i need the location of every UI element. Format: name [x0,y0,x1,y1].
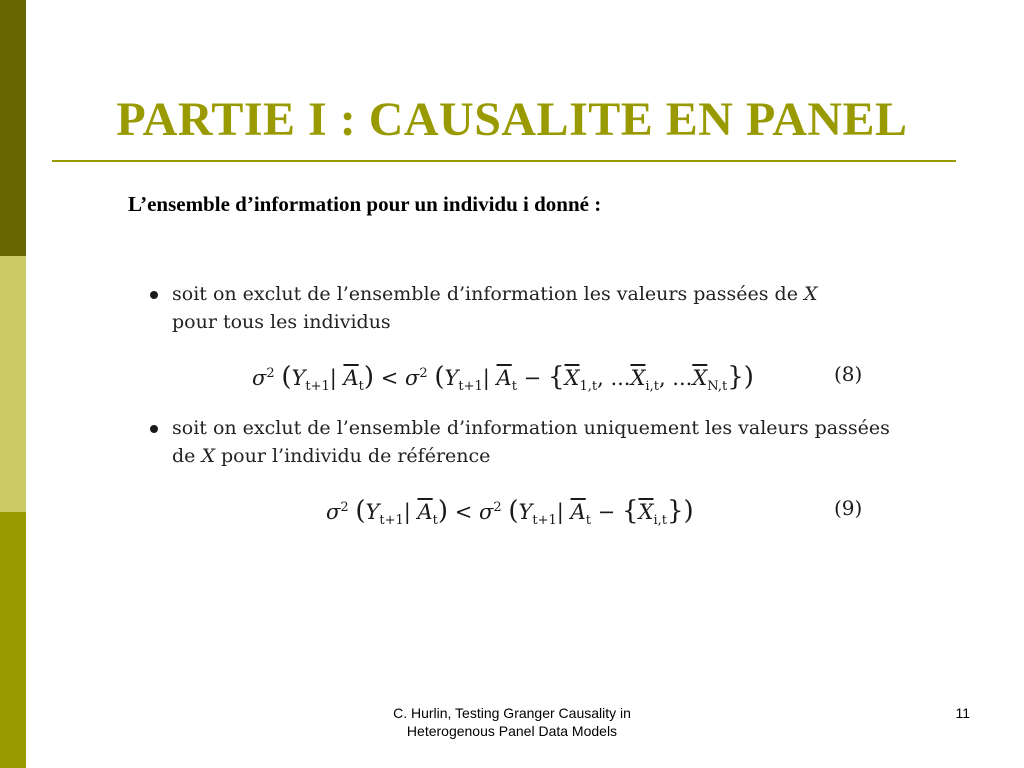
footer-citation [352,704,672,740]
equation-number-9: (9) [834,496,863,520]
decorative-side-bar [0,0,26,768]
variable-x: X [201,445,215,467]
bullet-line: soit on exclut de l’ensemble d’information les valeurs passées de X [172,283,818,305]
bullet-line: de X pour l’individu de référence [172,445,491,467]
intro-text: L’ensemble d’information pour un individu i donné : [128,192,602,216]
title-underline-rule [52,160,956,162]
equation-number-8: (8) [834,362,863,386]
bullet-dot-icon [150,291,158,299]
bullet-item-all-individuals [146,280,886,336]
side-bar-segment-top [0,0,26,256]
equation-9: $\sigma^2$ ($Y_{t+1}|$ $\overline{A}_t) < \sigma^2$ ($Y_{t+1}|$ $\overline{A}_t - \{\overline{X}_{i,t}\}$) [326,496,694,529]
page-number: 11 [955,705,970,721]
bullet-text [172,280,886,336]
side-bar-segment-middle [0,256,26,512]
equation-8: $\sigma^2$ ($Y_{t+1}|$ $\overline{A}_t) < \sigma^2$ ($Y_{t+1}|$ $\overline{A}_t - \{\overline{X}_{1,t}$, $...\overline{X}_{i,t}$, $...\overline{X}_{N,t}$}) [252,362,754,395]
bullet-line: pour tous les individus [172,311,391,333]
bullet-line: soit on exclut de l’ensemble d’information uniquement les valeurs passées [172,417,890,439]
footer-line: Heterogenous Panel Data Models [406,723,618,739]
bullet-dot-icon [150,425,158,433]
bullet-item-reference-individual [146,414,890,470]
side-bar-segment-bottom [0,512,26,768]
footer-line: C. Hurlin, Testing Granger Causality in [393,705,631,721]
variable-x: X [803,283,818,305]
bullet-text [172,414,890,470]
slide-title: PARTIE I : CAUSALITE EN PANEL [116,93,908,146]
